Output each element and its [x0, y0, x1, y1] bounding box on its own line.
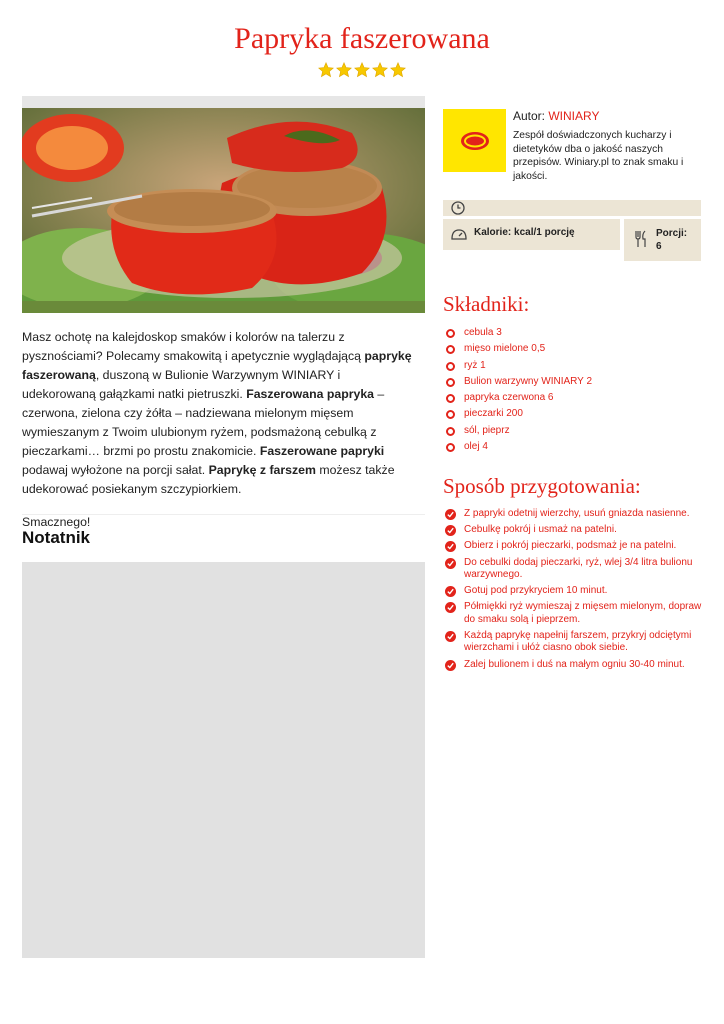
ingredient-text: Bulion warzywny WINIARY 2: [464, 375, 593, 387]
ingredient-item: [443, 375, 592, 391]
servings-value: 6: [656, 241, 662, 252]
ring-bullet-icon: [446, 427, 455, 436]
ingredient-item: [443, 359, 592, 375]
ingredient-text: olej 4: [464, 441, 488, 453]
star-icon: [336, 62, 352, 78]
author-name-link[interactable]: WINIARY: [548, 109, 600, 123]
check-icon: [445, 541, 456, 552]
step-text: Półmiękki ryż wymieszaj z mięsem mielonym, dopraw do smaku solą i pieprzem.: [464, 601, 702, 625]
winiary-logo: [443, 109, 506, 172]
ingredient-text: cebula 3: [464, 327, 502, 338]
page-title: Papryka faszerowana: [234, 22, 490, 55]
preparation-heading: Sposób przygotowania:: [443, 474, 641, 498]
description-text: możesz także udekorować posiekanym szczypiorkiem.: [22, 463, 395, 496]
ring-bullet-icon: [446, 410, 455, 419]
star-icon: [390, 62, 406, 78]
ingredient-text: ryż 1: [464, 359, 486, 371]
ring-bullet-icon: [446, 329, 455, 338]
notes-heading: Notatnik: [22, 528, 90, 547]
description-bold: Paprykę z farszem: [208, 463, 316, 477]
preparation-step: [443, 557, 703, 582]
preparation-step: [443, 508, 703, 520]
ring-bullet-icon: [446, 345, 455, 354]
calories-box: [443, 219, 620, 250]
ingredients-list: [443, 326, 592, 456]
recipe-photo: [22, 108, 425, 313]
description-closing: Smacznego!: [22, 515, 91, 529]
preparation-step: [443, 524, 703, 536]
author-line: [513, 109, 599, 123]
ingredient-text: papryka czerwona 6: [464, 392, 554, 404]
rating-stars: [0, 62, 724, 78]
description-bold: paprykę faszerowaną: [22, 349, 412, 382]
check-icon: [445, 586, 456, 597]
check-icon: [445, 525, 456, 536]
description-text: , duszoną w Bulionie Warzywnym WINIARY i udekorowaną gałązkami natki pietruszki.: [22, 368, 341, 401]
ingredient-item: [443, 391, 592, 407]
description-bold: Faszerowana papryka: [246, 387, 375, 401]
star-icon: [372, 62, 388, 78]
check-icon: [445, 602, 456, 613]
step-text: Do cebulki dodaj pieczarki, ryż, wlej 3/4 litra bulionu warzywnego.: [464, 556, 693, 581]
cutlery-icon: [634, 230, 648, 248]
time-bar: [443, 200, 701, 216]
ingredient-item: [443, 440, 592, 456]
author-label: Autor:: [513, 109, 546, 123]
description-paragraph: [22, 328, 417, 499]
description-text: Masz ochotę na kalejdoskop smaków i kolorów na talerzu z pysznościami? Polecamy smakowitą i apetycznie wyglądającą: [22, 330, 365, 363]
ingredient-item: [443, 424, 592, 440]
recipe-photo-area: [22, 96, 425, 313]
ring-bullet-icon: [446, 443, 455, 452]
servings-label: [656, 227, 687, 253]
preparation-step: [443, 601, 703, 626]
notes-area[interactable]: [22, 562, 425, 958]
preparation-step: [443, 630, 703, 655]
description-text: podawaj wyłożone na porcji sałat.: [22, 463, 209, 477]
check-icon: [445, 558, 456, 569]
preparation-step: [443, 659, 703, 671]
star-icon: [354, 62, 370, 78]
ring-bullet-icon: [446, 362, 455, 371]
servings-title: Porcji:: [656, 228, 688, 239]
clock-icon: [450, 200, 466, 216]
description-text: – czerwona, zielona czy żółta – nadziewana mielonym mięsem wymieszanym z Twoim ulubionym ryżem, podsmażoną cebulką z pieczarkami… brzmi po prostu znakomicie.: [22, 387, 385, 458]
ingredients-heading: Składniki:: [443, 292, 530, 316]
preparation-step: [443, 540, 703, 552]
ingredient-item: [443, 326, 592, 342]
star-icon: [318, 62, 334, 78]
preparation-step: [443, 585, 703, 597]
step-text: Z papryki odetnij wierzchy, usuń gniazda nasienne.: [464, 508, 690, 519]
author-description: Zespół doświadczonych kucharzy i dietetyków dba o jakość naszych przepisów. Winiary.pl to znak smaku i jakości.: [513, 130, 684, 182]
stuffed-pepper-image: [22, 108, 425, 301]
ingredient-text: mięso mielone 0,5: [464, 343, 546, 355]
description-bold: Faszerowane papryki: [259, 444, 385, 458]
ring-bullet-icon: [446, 378, 455, 387]
ingredient-item: [443, 407, 592, 423]
calories-label: Kalorie: kcal/1 porcję: [474, 227, 575, 238]
step-text: Cebulkę pokrój i usmaż na patelni.: [464, 524, 617, 536]
check-icon: [445, 509, 456, 520]
check-icon: [445, 631, 456, 642]
step-text: Gotuj pod przykryciem 10 minut.: [464, 585, 608, 597]
step-text: Każdą paprykę napełnij farszem, przykryj odciętymi wierzchami i ułóż ciasno obok siebie.: [464, 630, 692, 654]
servings-box: [624, 219, 701, 261]
scale-icon: [450, 227, 468, 241]
divider: [22, 514, 425, 515]
check-icon: [445, 660, 456, 671]
ring-bullet-icon: [446, 394, 455, 403]
ingredient-item: [443, 342, 592, 358]
step-text: Zalej bulionem i duś na małym ogniu 30-40 minut.: [464, 658, 685, 670]
ingredient-text: pieczarki 200: [464, 408, 523, 420]
preparation-steps: [443, 508, 703, 675]
photo-top-strip: [22, 96, 425, 108]
ingredient-text: sól, pieprz: [464, 424, 510, 436]
step-text: Obierz i pokrój pieczarki, podsmaż je na patelni.: [464, 540, 677, 552]
